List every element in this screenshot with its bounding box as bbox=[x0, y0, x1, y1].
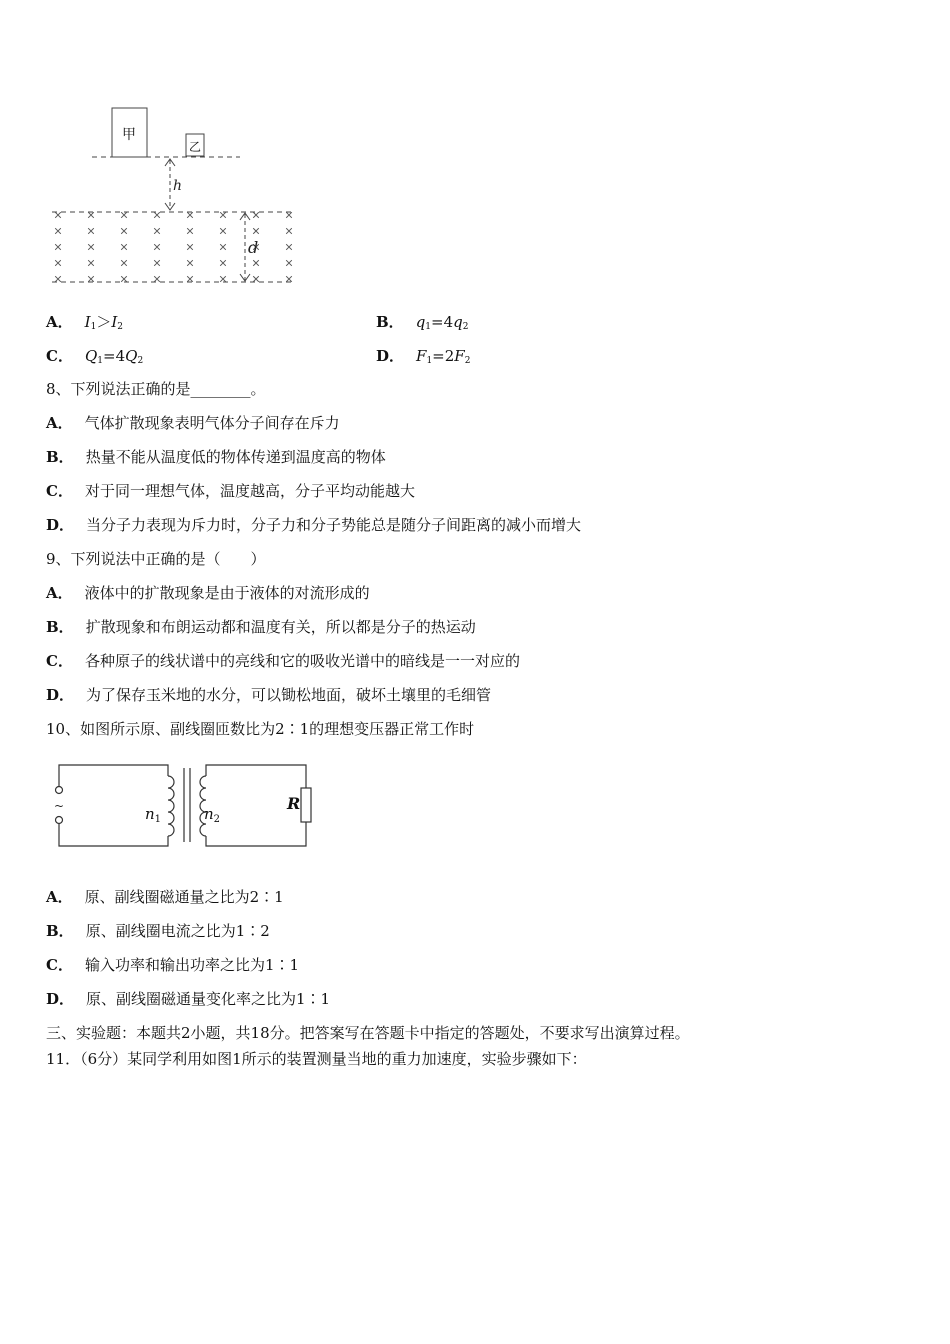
q8-option-d: D． 当分子力表现为斥力时，分子力和分子势能总是随分子间距离的减小而增大 bbox=[46, 516, 582, 534]
field-cross-mark bbox=[286, 244, 292, 250]
field-cross-mark bbox=[121, 260, 127, 266]
field-cross-mark bbox=[253, 212, 259, 218]
field-cross-mark bbox=[88, 228, 94, 234]
q10-stem: 10、如图所示原、副线圈匝数比为2∶1的理想变压器正常工作时 bbox=[46, 720, 475, 738]
field-cross-mark bbox=[88, 260, 94, 266]
loop-a-label: 甲 bbox=[122, 127, 136, 143]
q8-option-a: A． 气体扩散现象表明气体分子间存在斥力 bbox=[46, 414, 340, 432]
ac-source-symbol: ~ bbox=[54, 799, 65, 813]
field-cross-mark bbox=[55, 260, 61, 266]
field-cross-mark bbox=[220, 244, 226, 250]
terminal-bottom bbox=[56, 817, 63, 824]
field-cross-mark bbox=[187, 228, 193, 234]
section-3-heading: 三、实验题：本题共2小题，共18分。把答案写在答题卡中指定的答题处，不要求写出演算过程。 bbox=[46, 1024, 690, 1042]
field-cross-mark bbox=[55, 244, 61, 250]
field-cross-mark bbox=[154, 244, 160, 250]
field-cross-mark bbox=[88, 244, 94, 250]
field-cross-mark bbox=[154, 228, 160, 234]
field-cross-mark bbox=[88, 276, 94, 282]
q9-option-a: A． 液体中的扩散现象是由于液体的对流形成的 bbox=[46, 584, 370, 602]
field-cross-mark bbox=[55, 276, 61, 282]
q9-option-b: B． 扩散现象和布朗运动都和温度有关，所以都是分子的热运动 bbox=[46, 618, 476, 636]
q8-stem: 8、下列说法正确的是________。 bbox=[46, 380, 266, 398]
n1-label: $n_1$ bbox=[145, 805, 162, 825]
field-cross-mark bbox=[253, 228, 259, 234]
field-cross-mark bbox=[121, 276, 127, 282]
q7-option-d: D． $F_1=2F_2$ bbox=[376, 347, 471, 366]
field-cross-mark bbox=[121, 228, 127, 234]
field-cross-mark bbox=[55, 228, 61, 234]
resistor-label: R bbox=[287, 794, 301, 813]
q7-option-b: B． $q_1=4q_2$ bbox=[376, 313, 469, 332]
q9-option-c: C． 各种原子的线状谱中的亮线和它的吸收光谱中的暗线是一一对应的 bbox=[46, 652, 520, 670]
field-cross-mark bbox=[121, 212, 127, 218]
field-cross-mark bbox=[88, 212, 94, 218]
transformer-circuit-figure bbox=[50, 758, 320, 853]
q11-stem: 11．（6分）某同学利用如图1所示的装置测量当地的重力加速度，实验步骤如下： bbox=[46, 1050, 587, 1068]
q7-option-a: A． $I_1>I_2$ bbox=[46, 313, 123, 332]
field-cross-mark bbox=[154, 260, 160, 266]
q7-option-c: C． $Q_1=4Q_2$ bbox=[46, 347, 144, 366]
field-cross-mark bbox=[220, 228, 226, 234]
field-cross-mark bbox=[154, 276, 160, 282]
field-cross-mark bbox=[121, 244, 127, 250]
q10-option-d: D． 原、副线圈磁通量变化率之比为1∶1 bbox=[46, 990, 331, 1008]
q9-option-d: D． 为了保存玉米地的水分，可以锄松地面，破坏土壤里的毛细管 bbox=[46, 686, 492, 704]
field-cross-mark bbox=[220, 276, 226, 282]
q10-option-c: C． 输入功率和输出功率之比为1∶1 bbox=[46, 956, 300, 974]
magnetic-field-figure bbox=[40, 100, 310, 290]
field-cross-mark bbox=[187, 276, 193, 282]
q10-option-a: A． 原、副线圈磁通量之比为2∶1 bbox=[46, 888, 284, 906]
field-cross-mark bbox=[286, 276, 292, 282]
loop-b-label: 乙 bbox=[189, 140, 202, 154]
field-cross-mark bbox=[286, 228, 292, 234]
primary-coil bbox=[168, 776, 174, 836]
resistor bbox=[301, 788, 311, 822]
q10-option-b: B． 原、副线圈电流之比为1∶2 bbox=[46, 922, 270, 940]
height-label: h bbox=[173, 178, 183, 194]
field-cross-mark bbox=[220, 260, 226, 266]
q8-option-c: C． 对于同一理想气体，温度越高，分子平均动能越大 bbox=[46, 482, 415, 500]
field-cross-mark bbox=[253, 260, 259, 266]
field-cross-mark bbox=[154, 212, 160, 218]
field-cross-mark bbox=[187, 244, 193, 250]
q8-option-b: B． 热量不能从温度低的物体传递到温度高的物体 bbox=[46, 448, 386, 466]
field-cross-mark bbox=[187, 260, 193, 266]
field-cross-mark bbox=[253, 276, 259, 282]
terminal-top bbox=[56, 787, 63, 794]
field-cross-mark bbox=[55, 212, 61, 218]
field-cross-mark bbox=[187, 212, 193, 218]
n2-label: $n_2$ bbox=[204, 805, 221, 825]
field-cross-mark bbox=[286, 212, 292, 218]
field-cross-mark bbox=[286, 260, 292, 266]
field-cross-mark bbox=[220, 212, 226, 218]
depth-label: d bbox=[248, 238, 259, 257]
q9-stem: 9、下列说法中正确的是（ ） bbox=[46, 550, 266, 568]
